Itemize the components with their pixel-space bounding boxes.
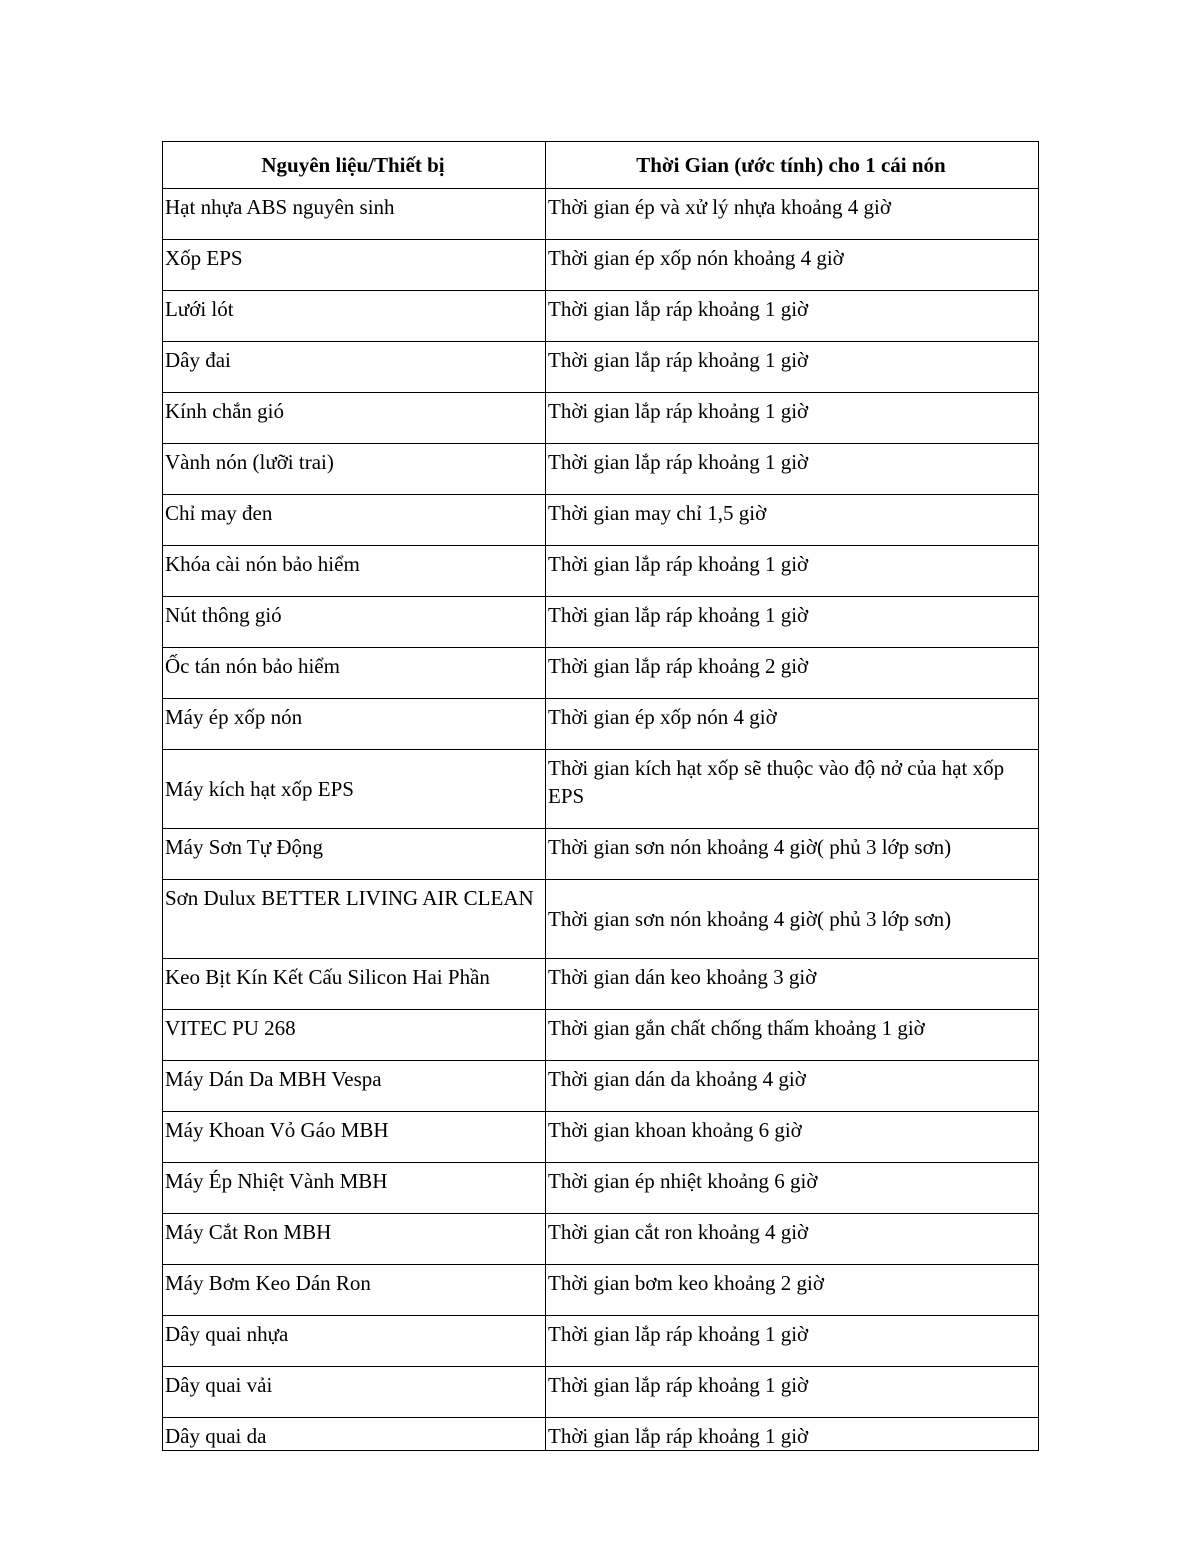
cell-material: Vành nón (lưỡi trai) bbox=[163, 444, 546, 495]
cell-material: Máy kích hạt xốp EPS bbox=[163, 750, 546, 829]
table-row bbox=[163, 829, 1039, 880]
cell-time: Thời gian sơn nón khoảng 4 giờ( phủ 3 lớp sơn) bbox=[546, 880, 1039, 959]
cell-time: Thời gian ép nhiệt khoảng 6 giờ bbox=[546, 1163, 1039, 1214]
cell-time: Thời gian lắp ráp khoảng 1 giờ bbox=[546, 393, 1039, 444]
header-material: Nguyên liệu/Thiết bị bbox=[163, 142, 546, 189]
table-row bbox=[163, 1163, 1039, 1214]
cell-time: Thời gian bơm keo khoảng 2 giờ bbox=[546, 1265, 1039, 1316]
table-row bbox=[163, 291, 1039, 342]
table-row bbox=[163, 880, 1039, 959]
cell-time: Thời gian ép xốp nón 4 giờ bbox=[546, 699, 1039, 750]
cell-material: Máy Dán Da MBH Vespa bbox=[163, 1061, 546, 1112]
cell-time: Thời gian lắp ráp khoảng 1 giờ bbox=[546, 1316, 1039, 1367]
cell-material: Sơn Dulux BETTER LIVING AIR CLEAN bbox=[163, 880, 546, 959]
table-header-row bbox=[163, 142, 1039, 189]
cell-material: Chỉ may đen bbox=[163, 495, 546, 546]
cell-material: VITEC PU 268 bbox=[163, 1010, 546, 1061]
cell-time: Thời gian sơn nón khoảng 4 giờ( phủ 3 lớp sơn) bbox=[546, 829, 1039, 880]
cell-material: Máy Cắt Ron MBH bbox=[163, 1214, 546, 1265]
cell-time: Thời gian lắp ráp khoảng 2 giờ bbox=[546, 648, 1039, 699]
cell-material: Kính chắn gió bbox=[163, 393, 546, 444]
cell-material: Máy Ép Nhiệt Vành MBH bbox=[163, 1163, 546, 1214]
cell-time: Thời gian lắp ráp khoảng 1 giờ bbox=[546, 342, 1039, 393]
table-row bbox=[163, 699, 1039, 750]
table-row bbox=[163, 959, 1039, 1010]
table-row bbox=[163, 1265, 1039, 1316]
cell-time: Thời gian dán da khoảng 4 giờ bbox=[546, 1061, 1039, 1112]
cell-material: Máy Bơm Keo Dán Ron bbox=[163, 1265, 546, 1316]
table-row bbox=[163, 1061, 1039, 1112]
table-row bbox=[163, 1367, 1039, 1418]
cell-time: Thời gian lắp ráp khoảng 1 giờ bbox=[546, 597, 1039, 648]
cell-material: Dây đai bbox=[163, 342, 546, 393]
table-row bbox=[163, 750, 1039, 829]
table-row bbox=[163, 342, 1039, 393]
materials-time-table bbox=[162, 141, 1039, 1451]
cell-time: Thời gian dán keo khoảng 3 giờ bbox=[546, 959, 1039, 1010]
cell-material: Xốp EPS bbox=[163, 240, 546, 291]
table-row bbox=[163, 1316, 1039, 1367]
table-row bbox=[163, 597, 1039, 648]
table-row bbox=[163, 393, 1039, 444]
table-row bbox=[163, 444, 1039, 495]
cell-material: Keo Bịt Kín Kết Cấu Silicon Hai Phần bbox=[163, 959, 546, 1010]
cell-material: Lưới lót bbox=[163, 291, 546, 342]
cell-material: Dây quai vải bbox=[163, 1367, 546, 1418]
cell-material: Dây quai nhựa bbox=[163, 1316, 546, 1367]
cell-time: Thời gian lắp ráp khoảng 1 giờ bbox=[546, 1418, 1039, 1451]
cell-time: Thời gian gắn chất chống thấm khoảng 1 giờ bbox=[546, 1010, 1039, 1061]
table-row bbox=[163, 546, 1039, 597]
cell-material: Khóa cài nón bảo hiểm bbox=[163, 546, 546, 597]
cell-time: Thời gian khoan khoảng 6 giờ bbox=[546, 1112, 1039, 1163]
cell-material: Hạt nhựa ABS nguyên sinh bbox=[163, 189, 546, 240]
table-row bbox=[163, 240, 1039, 291]
cell-time: Thời gian ép và xử lý nhựa khoảng 4 giờ bbox=[546, 189, 1039, 240]
cell-time: Thời gian cắt ron khoảng 4 giờ bbox=[546, 1214, 1039, 1265]
table-row bbox=[163, 495, 1039, 546]
table-row bbox=[163, 189, 1039, 240]
cell-time: Thời gian kích hạt xốp sẽ thuộc vào độ nở của hạt xốp EPS bbox=[546, 750, 1039, 829]
cell-time: Thời gian lắp ráp khoảng 1 giờ bbox=[546, 546, 1039, 597]
cell-material: Máy Sơn Tự Động bbox=[163, 829, 546, 880]
cell-material: Máy Khoan Vỏ Gáo MBH bbox=[163, 1112, 546, 1163]
table-row bbox=[163, 1112, 1039, 1163]
table-row bbox=[163, 1010, 1039, 1061]
cell-material: Máy ép xốp nón bbox=[163, 699, 546, 750]
header-time: Thời Gian (ước tính) cho 1 cái nón bbox=[546, 142, 1039, 189]
cell-time: Thời gian may chỉ 1,5 giờ bbox=[546, 495, 1039, 546]
cell-material: Ốc tán nón bảo hiểm bbox=[163, 648, 546, 699]
cell-material: Dây quai da bbox=[163, 1418, 546, 1451]
cell-material: Nút thông gió bbox=[163, 597, 546, 648]
cell-time: Thời gian lắp ráp khoảng 1 giờ bbox=[546, 1367, 1039, 1418]
cell-time: Thời gian ép xốp nón khoảng 4 giờ bbox=[546, 240, 1039, 291]
table-row bbox=[163, 1418, 1039, 1451]
table-row bbox=[163, 648, 1039, 699]
cell-time: Thời gian lắp ráp khoảng 1 giờ bbox=[546, 291, 1039, 342]
cell-time: Thời gian lắp ráp khoảng 1 giờ bbox=[546, 444, 1039, 495]
table-row bbox=[163, 1214, 1039, 1265]
